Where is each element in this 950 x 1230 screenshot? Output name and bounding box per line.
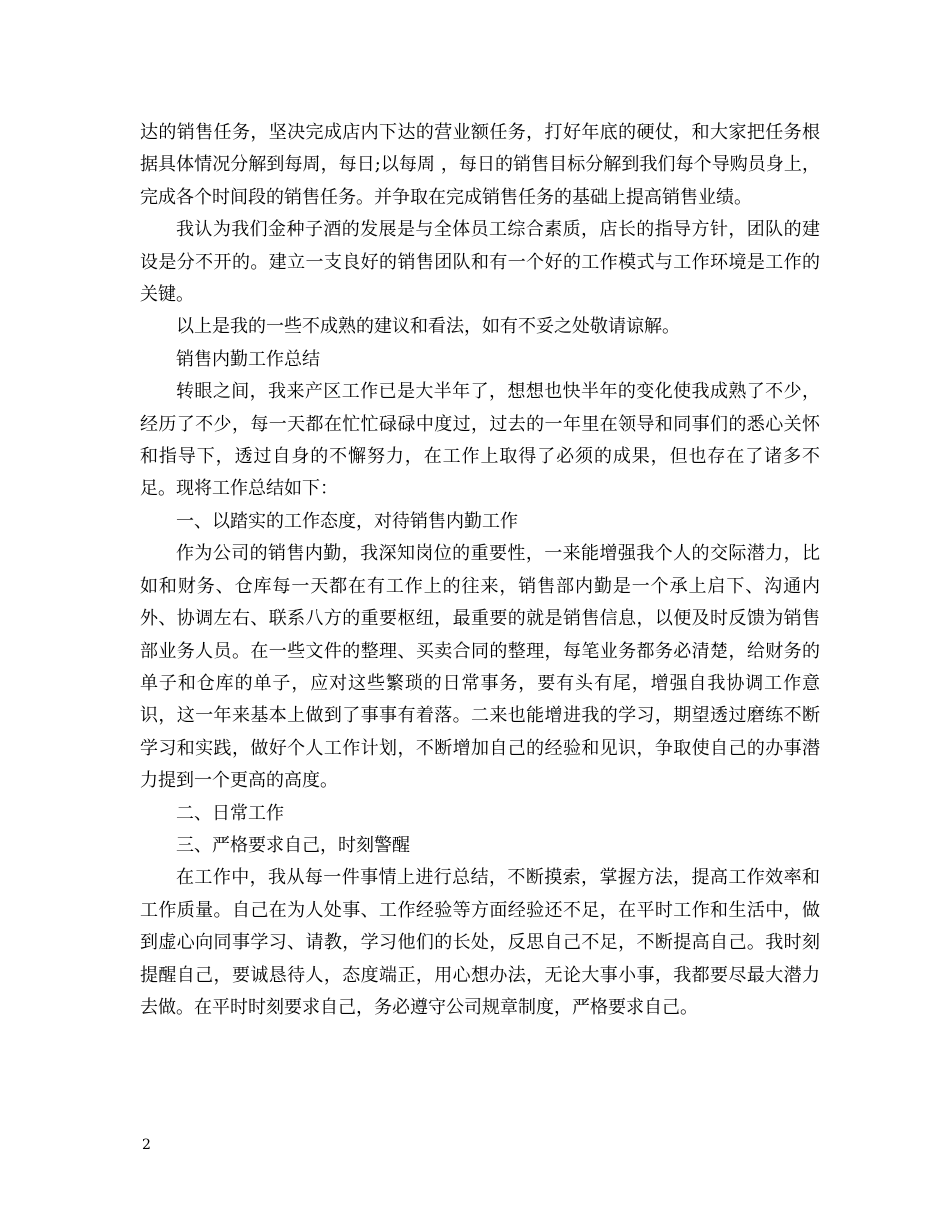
page-number: 2 bbox=[142, 1137, 151, 1153]
heading-section-three: 三、严格要求自己，时刻警醒 bbox=[176, 834, 410, 856]
paragraph-sales-task: 达的销售任务，坚决完成店内下达的营业额任务，打好年底的硬仗，和大家把任务根据具体情况分解到每周，每日;以每周 ，每日的销售目标分解到我们每个导购员身上，完成各个时间段的销售任务。并争取在完成销售任务的基础上提高销售业绩。 bbox=[140, 122, 820, 208]
paragraph-team-building: 我认为我们金种子酒的发展是与全体员工综合素质，店长的指导方针，团队的建设是分不开的。建立一支良好的销售团队和有一个好的工作模式与工作环境是工作的关键。 bbox=[140, 219, 820, 306]
paragraph-intro: 转眼之间，我来产区工作已是大半年了，想想也快半年的变化使我成熟了不少，经历了不少，每一天都在忙忙碌碌中度过，过去的一年里在领导和同事们的悉心关怀和指导下，透过自身的不懈努力，在工作上取得了必须的成果，但也存在了诸多不足。现将工作总结如下： bbox=[140, 381, 820, 500]
section-heading-summary: 销售内勤工作总结 bbox=[176, 348, 320, 370]
document-body bbox=[140, 117, 820, 1024]
heading-section-two: 二、日常工作 bbox=[176, 802, 284, 824]
paragraph-section-one: 作为公司的销售内勤，我深知岗位的重要性，一来能增强我个人的交际潜力，比如和财务、仓库每一天都在有工作上的往来，销售部内勤是一个承上启下、沟通内外、协调左右、联系八方的重要枢纽，最重要的就是销售信息，以便及时反馈为销售部业务人员。在一些文件的整理、买卖合同的整理，每笔业务都务必清楚，给财务的单子和仓库的单子，应对这些繁琐的日常事务，要有头有尾，增强自我协调工作意识，这一年来基本上做到了事事有着落。二来也能增进我的学习，期望透过磨练不断学习和实践，做好个人工作计划，不断增加自己的经验和见识，争取使自己的办事潜力提到一个更高的高度。 bbox=[140, 543, 820, 792]
paragraph-suggestions: 以上是我的一些不成熟的建议和看法，如有不妥之处敬请谅解。 bbox=[176, 316, 680, 338]
paragraph-section-three: 在工作中，我从每一件事情上进行总结，不断摸索，掌握方法，提高工作效率和工作质量。自己在为人处事、工作经验等方面经验还不足，在平时工作和生活中，做到虚心向同事学习、请教，学习他们的长处，反思自己不足，不断提高自己。我时刻提醒自己，要诚恳待人，态度端正，用心想办法，无论大事小事，我都要尽最大潜力去做。在平时时刻要求自己，务必遵守公司规章制度，严格要求自己。 bbox=[140, 867, 820, 1018]
heading-section-one: 一、以踏实的工作态度，对待销售内勤工作 bbox=[176, 510, 518, 532]
